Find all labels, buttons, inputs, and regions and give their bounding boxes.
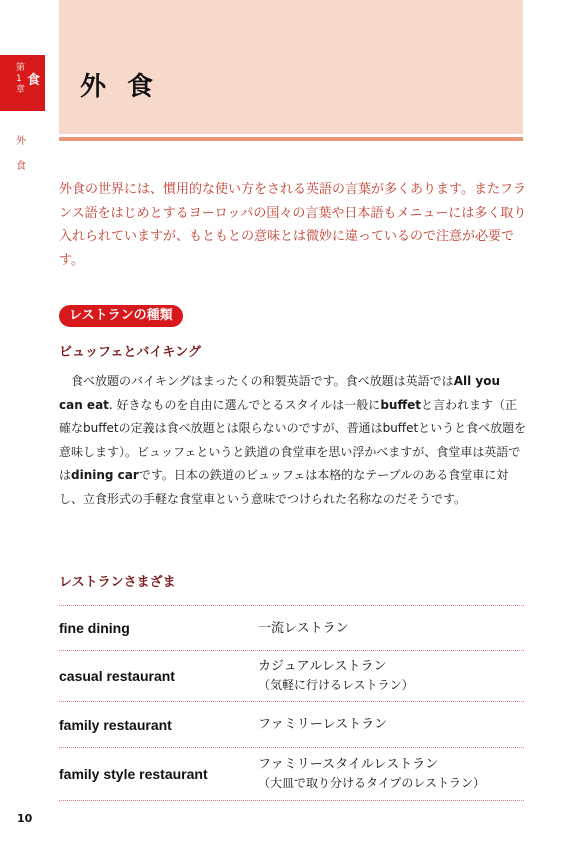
body-text-1: 食べ放題のバイキングはまったくの和製英語です。食べ放題は英語では xyxy=(71,374,454,388)
term-dining-car: dining car xyxy=(71,468,139,482)
side-label: 外 xyxy=(16,136,26,147)
term-all-you-can-eat: All you can eat xyxy=(59,374,500,412)
vocab-japanese-main: ファミリーレストラン xyxy=(258,717,388,732)
side-label: 食 xyxy=(16,161,26,172)
chapter-number: 1 xyxy=(16,74,22,84)
body-paragraph xyxy=(59,370,527,511)
vocab-english: fine dining xyxy=(59,620,130,636)
chapter-dai: 第 xyxy=(16,63,26,73)
vocab-note: （大皿で取り分けるタイプのレストラン） xyxy=(258,776,486,790)
body-text-4: です。日本の鉄道のビュッフェは本格的なテーブルのある食堂車に対し、立食形式の手軽な食堂車という意味でつけられた名称なのだそうです。 xyxy=(59,468,509,506)
vocab-japanese xyxy=(258,619,349,638)
section-pill: レストランの種類 xyxy=(59,305,183,327)
body-text-3: と言われます（正確なbuffetの定義は食べ放題とは限らないのですが、普通はbuffetというと食べ放題を意味します）。ビュッフェというと鉄道の食堂車を思い浮かべますが、食堂車は英語では xyxy=(59,397,527,482)
vocab-row xyxy=(59,651,524,702)
vocab-english: family style restaurant xyxy=(59,766,208,782)
vocab-japanese xyxy=(258,657,414,695)
vocab-english: family restaurant xyxy=(59,716,172,733)
vocab-japanese xyxy=(258,755,485,793)
chapter-tab xyxy=(0,55,45,111)
vocab-row xyxy=(59,748,524,801)
vocab-row xyxy=(59,605,524,651)
vocab-note: （気軽に行けるレストラン） xyxy=(258,678,414,692)
vocab-japanese-main: ファミリースタイルレストラン xyxy=(258,757,439,772)
chapter-sho: 章 xyxy=(16,85,26,95)
subheading-buffet: ビュッフェとバイキング xyxy=(59,345,201,360)
vocab-row xyxy=(59,702,524,748)
vocab-english: casual restaurant xyxy=(59,668,175,684)
subheading-restaurants: レストランさまざま xyxy=(59,575,176,590)
vocab-table xyxy=(59,605,524,801)
intro-paragraph: 外食の世界には、慣用的な使い方をされる英語の言葉が多くあります。またフランス語をはじめとするヨーロッパの国々の言葉や日本語もメニューには多く取り入れられていますが、もともとの意味とは微妙に違っているので注意が必要です。 xyxy=(59,182,527,268)
term-buffet: buffet xyxy=(380,397,422,412)
page-title: 外 食 xyxy=(80,72,160,102)
body-text-2: . 好きなものを自由に選んでとるスタイルは一般に xyxy=(108,397,381,412)
title-block xyxy=(59,0,523,134)
vocab-japanese-main: 一流レストラン xyxy=(258,620,349,636)
chapter-kanji: 食 xyxy=(27,73,41,88)
vocab-japanese-main: カジュアルレストラン xyxy=(258,659,387,674)
vocab-japanese xyxy=(258,715,387,734)
page-number: 10 xyxy=(17,812,33,825)
title-rule xyxy=(59,137,523,141)
